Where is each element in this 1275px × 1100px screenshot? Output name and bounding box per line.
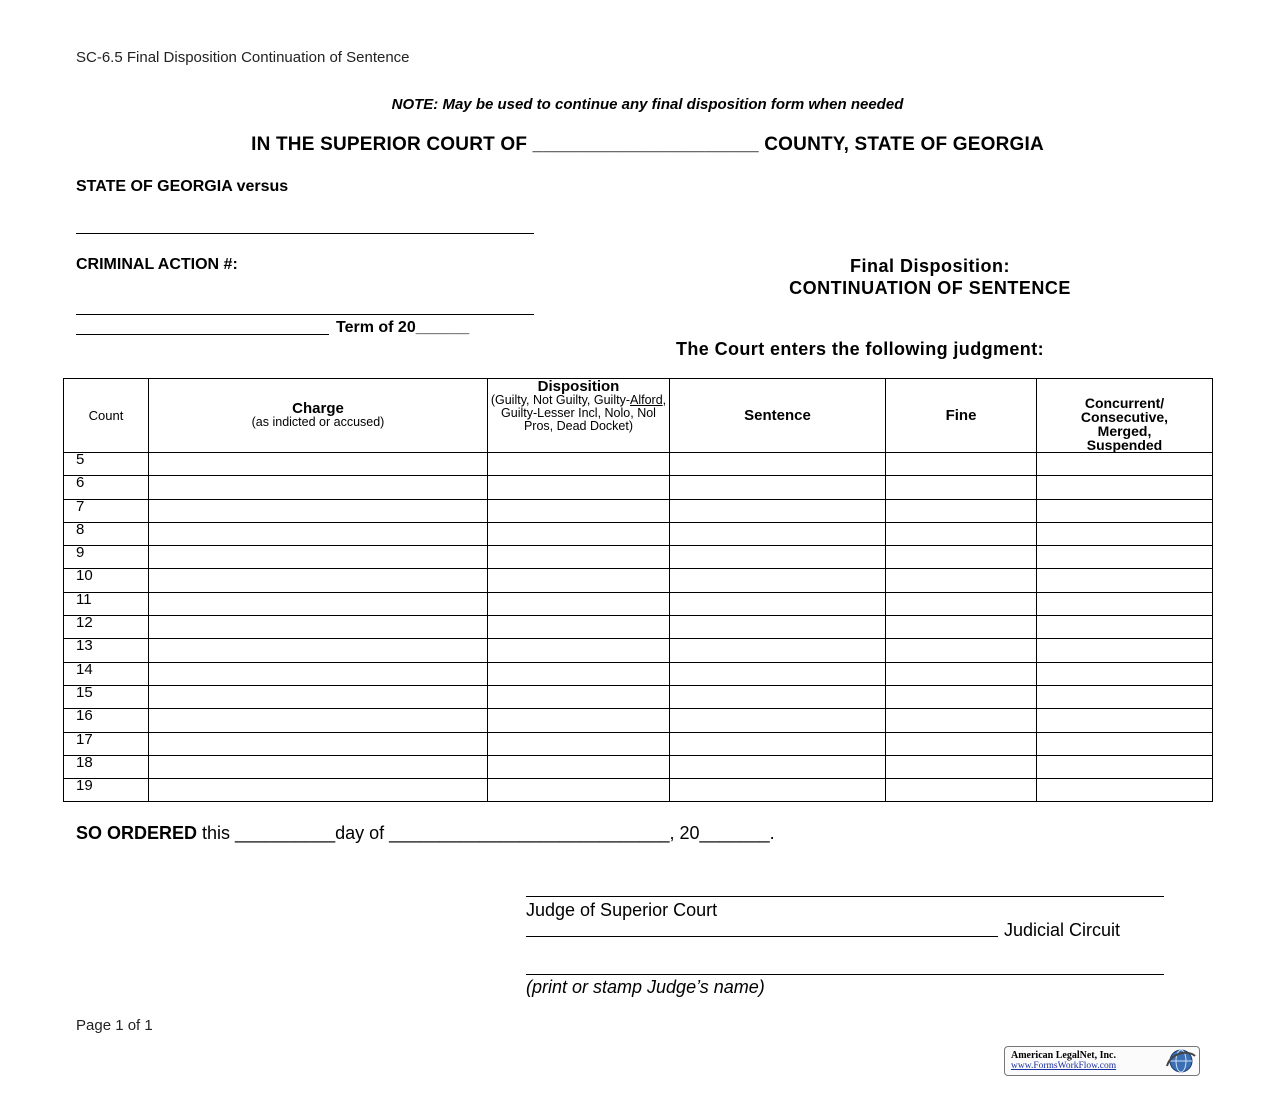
page-number: Page 1 of 1 [76, 1017, 153, 1034]
note-text: NOTE: May be used to continue any final disposition form when needed [391, 96, 904, 113]
disposition-sub-b: , Guilty-Lesser Incl, Nolo, Nol Pros, Dead Docket) [501, 393, 667, 433]
term-label: Term of 20______ [336, 319, 470, 336]
charge-cell[interactable] [149, 592, 488, 615]
fine-cell[interactable] [886, 546, 1037, 569]
fine-cell[interactable] [886, 592, 1037, 615]
count-cell: 10 [64, 569, 149, 592]
disposition-cell[interactable] [488, 499, 670, 522]
sentence-cell[interactable] [670, 453, 886, 476]
sentence-cell[interactable] [670, 569, 886, 592]
form-title [740, 255, 1120, 299]
disposition-cell[interactable] [488, 639, 670, 662]
fine-cell[interactable] [886, 779, 1037, 802]
court-heading: IN THE SUPERIOR COURT OF _____________________ COUNTY, STATE OF GEORGIA [251, 134, 1044, 155]
table-row [64, 639, 1213, 662]
disposition-header-title: Disposition [537, 378, 620, 395]
count-cell: 12 [64, 616, 149, 639]
count-rows [64, 453, 1213, 802]
judge-name-line[interactable] [526, 974, 1164, 975]
fine-cell[interactable] [886, 476, 1037, 499]
count-cell: 6 [64, 476, 149, 499]
sentence-cell[interactable] [670, 779, 886, 802]
concurrent-cell[interactable] [1037, 616, 1213, 639]
sentence-cell[interactable] [670, 709, 886, 732]
badge-name: American LegalNet, Inc. [1011, 1050, 1116, 1061]
circuit-line[interactable] [526, 936, 998, 937]
count-cell: 15 [64, 685, 149, 708]
sentence-cell[interactable] [670, 476, 886, 499]
disposition-cell[interactable] [488, 569, 670, 592]
globe-icon [1161, 1048, 1197, 1074]
disposition-cell[interactable] [488, 476, 670, 499]
concurrent-cell[interactable] [1037, 685, 1213, 708]
charge-cell[interactable] [149, 779, 488, 802]
count-cell: 14 [64, 662, 149, 685]
fine-cell[interactable] [886, 569, 1037, 592]
fine-cell[interactable] [886, 453, 1037, 476]
disposition-sub-a: (Guilty, Not Guilty, Guilty- [490, 393, 630, 407]
disposition-header [488, 379, 670, 453]
concurrent-cell[interactable] [1037, 569, 1213, 592]
judge-signature-line[interactable] [526, 896, 1164, 897]
concurrent-cell[interactable] [1037, 453, 1213, 476]
charge-cell[interactable] [149, 732, 488, 755]
count-cell: 16 [64, 709, 149, 732]
fine-cell[interactable] [886, 662, 1037, 685]
sentence-cell[interactable] [670, 546, 886, 569]
charge-cell[interactable] [149, 476, 488, 499]
versus-label: STATE OF GEORGIA versus [76, 178, 289, 195]
charge-cell[interactable] [149, 616, 488, 639]
disposition-cell[interactable] [488, 709, 670, 732]
charge-cell[interactable] [149, 546, 488, 569]
table-row [64, 755, 1213, 778]
disposition-header-sub [488, 394, 669, 433]
charge-header-sub: (as indicted or accused) [251, 415, 385, 429]
disposition-cell[interactable] [488, 453, 670, 476]
concurrent-cell[interactable] [1037, 732, 1213, 755]
table-row [64, 616, 1213, 639]
so-ordered-label: SO ORDERED [76, 823, 198, 843]
concurrent-cell[interactable] [1037, 522, 1213, 545]
fine-cell[interactable] [886, 685, 1037, 708]
concurrent-cell[interactable] [1037, 592, 1213, 615]
cc-line-4: Suspended [1086, 437, 1163, 453]
disposition-cell[interactable] [488, 779, 670, 802]
concurrent-cell[interactable] [1037, 709, 1213, 732]
table-row [64, 476, 1213, 499]
concurrent-cell[interactable] [1037, 755, 1213, 778]
print-name-label: (print or stamp Judge’s name) [526, 977, 765, 997]
count-cell: 19 [64, 779, 149, 802]
concurrent-header [1037, 379, 1213, 453]
table-row [64, 546, 1213, 569]
sentence-cell[interactable] [670, 685, 886, 708]
disposition-cell[interactable] [488, 732, 670, 755]
cc-line-1: Concurrent/ [1084, 395, 1165, 411]
concurrent-cell[interactable] [1037, 546, 1213, 569]
charge-header [149, 379, 488, 453]
table-header-row [64, 379, 1213, 453]
charge-header-title: Charge [292, 400, 344, 417]
so-ordered-line [76, 823, 775, 844]
sentence-cell[interactable] [670, 522, 886, 545]
concurrent-cell[interactable] [1037, 662, 1213, 685]
concurrent-cell[interactable] [1037, 639, 1213, 662]
concurrent-cell[interactable] [1037, 779, 1213, 802]
table-row [64, 732, 1213, 755]
sentence-cell[interactable] [670, 662, 886, 685]
judge-label: Judge of Superior Court [526, 900, 718, 920]
table-row [64, 709, 1213, 732]
badge-url[interactable]: www.FormsWorkFlow.com [1011, 1061, 1117, 1071]
charge-cell[interactable] [149, 662, 488, 685]
table-row [64, 522, 1213, 545]
sentence-cell[interactable] [670, 499, 886, 522]
count-cell: 17 [64, 732, 149, 755]
disposition-cell[interactable] [488, 685, 670, 708]
count-cell: 18 [64, 755, 149, 778]
disposition-cell[interactable] [488, 546, 670, 569]
charge-cell[interactable] [149, 499, 488, 522]
criminal-action-label: CRIMINAL ACTION #: [76, 256, 238, 273]
sentence-header: Sentence [670, 379, 886, 453]
sentence-cell[interactable] [670, 616, 886, 639]
disposition-cell[interactable] [488, 592, 670, 615]
concurrent-cell[interactable] [1037, 499, 1213, 522]
form-title-line1: Final Disposition: [850, 256, 1010, 276]
fine-cell[interactable] [886, 732, 1037, 755]
sentence-cell[interactable] [670, 639, 886, 662]
criminal-action-number-line[interactable] [76, 314, 534, 315]
charge-cell[interactable] [149, 755, 488, 778]
sentence-cell[interactable] [670, 592, 886, 615]
count-cell: 11 [64, 592, 149, 615]
form-id: SC-6.5 Final Disposition Continuation of Sentence [76, 49, 410, 66]
fine-header: Fine [886, 379, 1037, 453]
sentence-cell[interactable] [670, 732, 886, 755]
table-row [64, 453, 1213, 476]
form-title-line2: CONTINUATION OF SENTENCE [789, 278, 1071, 298]
fine-cell[interactable] [886, 755, 1037, 778]
fine-cell[interactable] [886, 499, 1037, 522]
judgment-intro: The Court enters the following judgment: [676, 339, 1044, 359]
count-cell: 7 [64, 499, 149, 522]
charge-cell[interactable] [149, 569, 488, 592]
table-row [64, 499, 1213, 522]
disposition-cell[interactable] [488, 662, 670, 685]
table-row [64, 685, 1213, 708]
count-header: Count [64, 379, 149, 453]
disposition-cell[interactable] [488, 522, 670, 545]
disposition-cell[interactable] [488, 616, 670, 639]
table-row [64, 662, 1213, 685]
charge-cell[interactable] [149, 639, 488, 662]
disposition-cell[interactable] [488, 755, 670, 778]
defendant-name-line[interactable] [76, 233, 534, 234]
charge-cell[interactable] [149, 685, 488, 708]
count-cell: 5 [64, 453, 149, 476]
count-cell: 9 [64, 546, 149, 569]
term-line[interactable] [76, 334, 329, 335]
fine-cell[interactable] [886, 709, 1037, 732]
charge-cell[interactable] [149, 709, 488, 732]
count-cell: 13 [64, 639, 149, 662]
table-row [64, 592, 1213, 615]
concurrent-cell[interactable] [1037, 476, 1213, 499]
charge-cell[interactable] [149, 453, 488, 476]
cc-line-2: Consecutive, [1080, 409, 1169, 425]
sentence-cell[interactable] [670, 755, 886, 778]
fine-cell[interactable] [886, 639, 1037, 662]
fine-cell[interactable] [886, 616, 1037, 639]
table-row [64, 779, 1213, 802]
so-ordered-rest: this __________day of ____________________________, 20_______. [197, 823, 775, 843]
charge-cell[interactable] [149, 522, 488, 545]
circuit-label: Judicial Circuit [1004, 920, 1121, 940]
fine-cell[interactable] [886, 522, 1037, 545]
count-cell: 8 [64, 522, 149, 545]
alford-term: Alford [630, 393, 663, 407]
cc-line-3: Merged, [1097, 423, 1152, 439]
publisher-badge[interactable] [1004, 1046, 1200, 1076]
counts-table [63, 378, 1213, 802]
table-row [64, 569, 1213, 592]
